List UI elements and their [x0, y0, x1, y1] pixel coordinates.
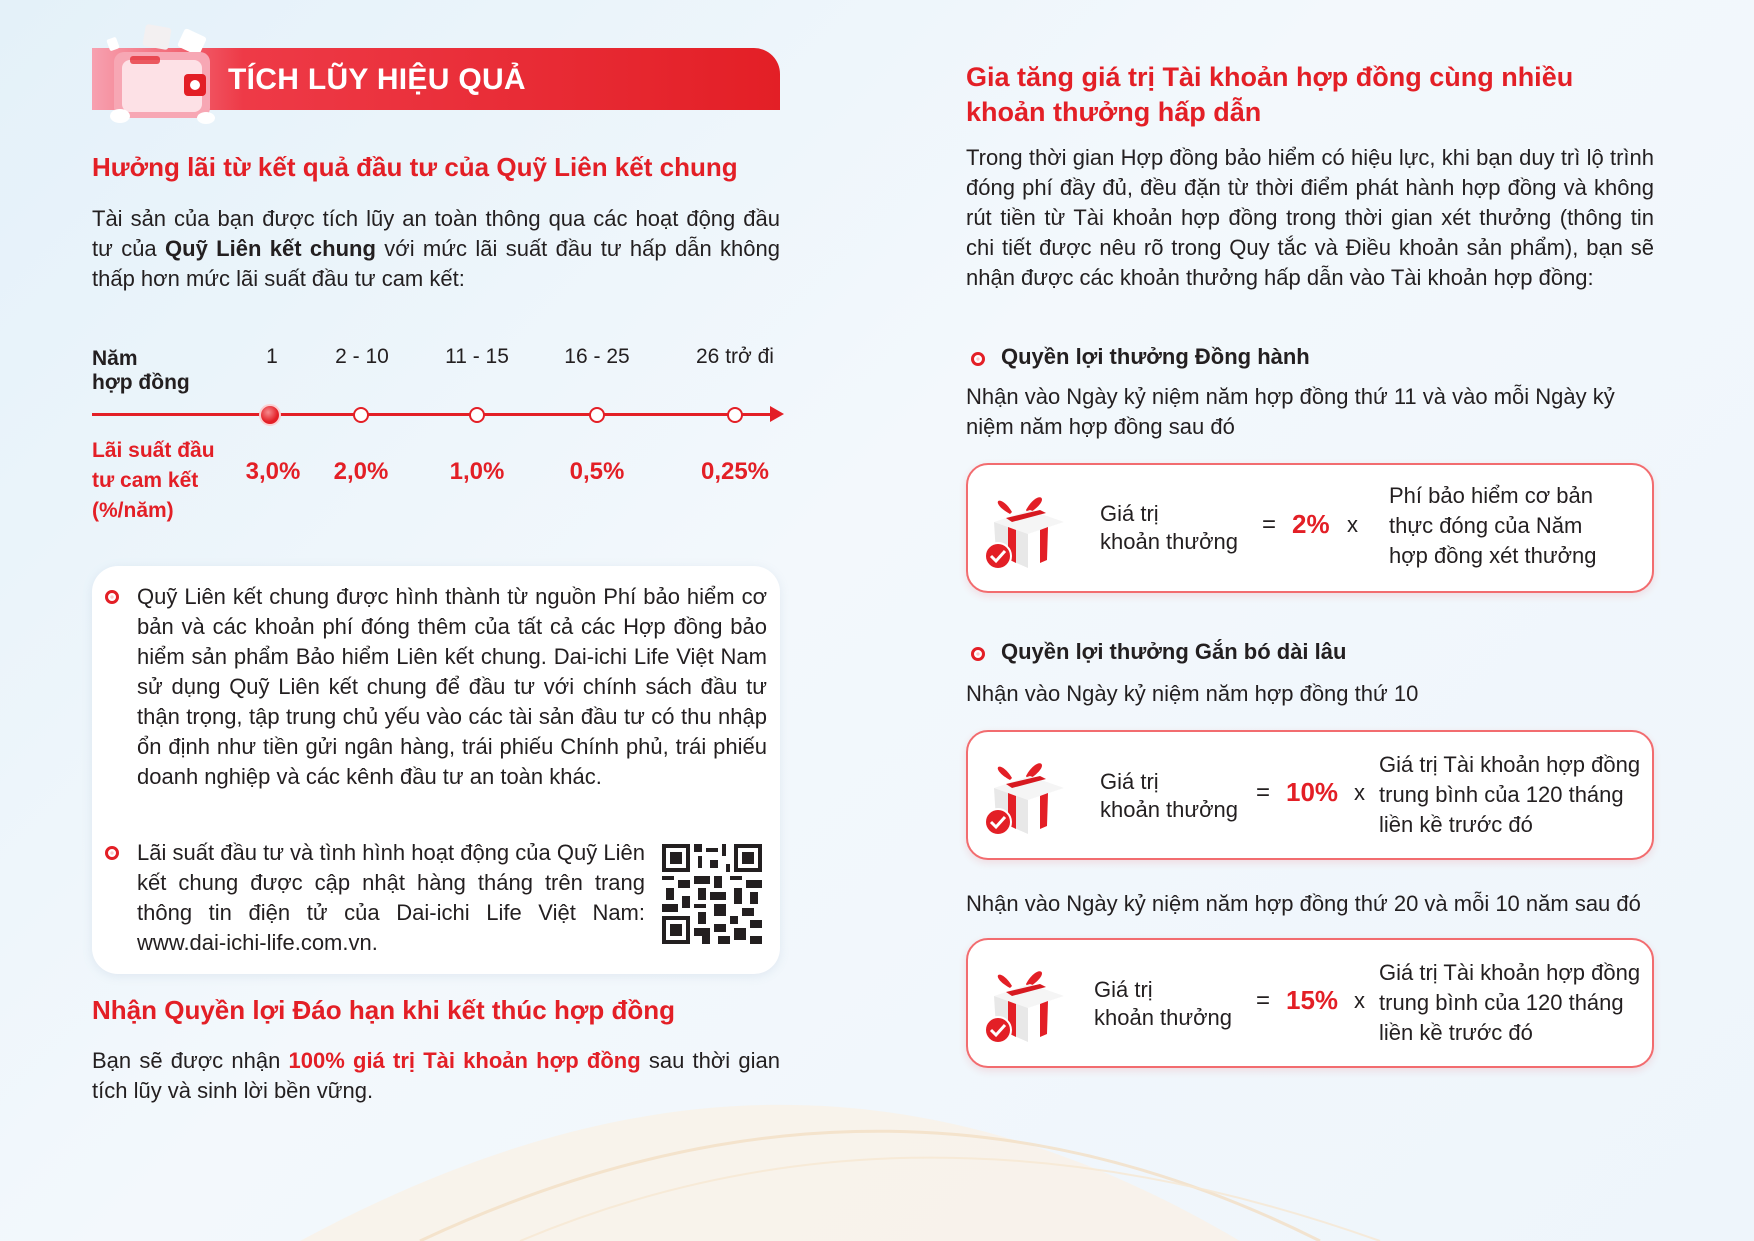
- check-icon: [985, 543, 1011, 569]
- multiply-sign: x: [1354, 780, 1365, 805]
- year-col-1: 1: [266, 345, 278, 368]
- timeline-dot: [469, 407, 485, 423]
- rate-col-4: 0,5%: [569, 458, 625, 485]
- info-bullet-2: Lãi suất đầu tư và tình hình hoạt động của Quỹ Liên kết chung được cập nhật hàng tháng trên trang thông tin điện tử của Dai-ichi Life Việt Nam: www.dai-ichi-life.com.vn.: [137, 840, 645, 955]
- section1-paragraph: Tài sản của bạn được tích lũy an toàn thông qua các hoạt động đầu tư của Quỹ Liên kết chung với mức lãi suất đầu tư hấp dẫn không thấp hơn mức lãi suất đầu tư cam kết:: [92, 206, 780, 291]
- equals-sign: =: [1256, 987, 1271, 1014]
- qr-code-icon: [662, 844, 762, 944]
- sub2-title: Quyền lợi thưởng Gắn bó dài lâu: [1001, 639, 1347, 664]
- gift-icon: [982, 750, 1072, 840]
- year-col-2: 2 - 10: [335, 345, 389, 368]
- multiply-sign: x: [1347, 512, 1358, 537]
- bullet-icon: [105, 590, 119, 604]
- year-col-3: 11 - 15: [445, 345, 509, 368]
- formula-percent-3: 15%: [1286, 985, 1339, 1015]
- sub1-desc: Nhận vào Ngày kỷ niệm năm hợp đồng thứ 11 và vào mỗi Ngày kỷ niệm năm hợp đồng sau đó: [966, 384, 1615, 439]
- formula-base-2: Giá trị Tài khoản hợp đồng trung bình của 120 tháng liền kề trước đó: [1379, 752, 1641, 837]
- wallet-icon: [100, 22, 230, 130]
- timeline-arrow-icon: [770, 406, 784, 422]
- timeline-dot-active: [259, 404, 281, 426]
- section2-title: Nhận Quyền lợi Đáo hạn khi kết thúc hợp đồng: [92, 995, 675, 1025]
- timeline-dot: [589, 407, 605, 423]
- timeline-line: [92, 413, 772, 416]
- fund-name-bold: Quỹ Liên kết chung: [165, 236, 376, 261]
- year-col-4: 16 - 25: [564, 345, 630, 368]
- equals-sign: =: [1256, 779, 1271, 806]
- rate-col-3: 1,0%: [449, 458, 505, 485]
- banner-title: TÍCH LŨY HIỆU QUẢ: [228, 63, 526, 96]
- bullet-icon: [971, 647, 985, 661]
- rate-col-1: 3,0%: [245, 458, 301, 485]
- rate-col-5: 0,25%: [700, 458, 770, 485]
- formula-label: Giá trị khoản thưởng: [1100, 501, 1239, 554]
- formula-base-3: Giá trị Tài khoản hợp đồng trung bình của 120 tháng liền kề trước đó: [1379, 960, 1641, 1045]
- bullet-icon: [105, 846, 119, 860]
- info-bullet-1: Quỹ Liên kết chung được hình thành từ nguồn Phí bảo hiểm cơ bản và các khoản phí đóng thêm của tất cả các Hợp đồng bảo hiểm sản phẩm Bảo hiểm Liên kết chung. Dai-ichi Life Việt Nam sử dụng Quỹ Liên kết chung để đầu tư với chính sách đầu tư thận trọng, tập trung chủ yếu vào các tài sản đầu tư có thu nhập ổn định như tiền gửi ngân hàng, trái phiếu Chính phủ, trái phiếu doanh nghiệp và các kênh đầu tư an toàn khác.: [137, 584, 767, 789]
- right-intro: Trong thời gian Hợp đồng bảo hiểm có hiệu lực, khi bạn duy trì lộ trình đóng phí đầy đủ, đều đặn từ thời điểm phát hành hợp đồng và không rút tiền từ Tài khoản hợp đồng trong thời gian xét thưởng (thông tin chi tiết được nêu rõ trong Quy tắc và Điều khoản sản phẩm), bạn sẽ nhận được các khoản thưởng hấp dẫn vào Tài khoản hợp đồng:: [966, 145, 1654, 290]
- right-title: Gia tăng giá trị Tài khoản hợp đồng cùng nhiều khoản thưởng hấp dẫn: [966, 62, 1574, 127]
- multiply-sign: x: [1354, 988, 1365, 1013]
- year-col-5: 26 trở đi: [696, 345, 774, 368]
- rate-col-2: 2,0%: [333, 458, 389, 485]
- formula-label: Giá trị khoản thưởng: [1100, 769, 1239, 822]
- formula-base-1: Phí bảo hiểm cơ bản thực đóng của Năm hợp đồng xét thưởng: [1389, 483, 1597, 568]
- sub2-desc: Nhận vào Ngày kỷ niệm năm hợp đồng thứ 10: [966, 681, 1419, 706]
- sub2-desc-2: Nhận vào Ngày kỷ niệm năm hợp đồng thứ 20 và mỗi 10 năm sau đó: [966, 891, 1641, 916]
- gift-icon: [982, 484, 1072, 574]
- timeline-dot: [353, 407, 369, 423]
- section1-title: Hưởng lãi từ kết quả đầu tư của Quỹ Liên kết chung: [92, 152, 738, 182]
- gift-icon: [982, 958, 1072, 1048]
- bullet-icon: [971, 352, 985, 366]
- formula-percent-1: 2%: [1292, 509, 1330, 539]
- maturity-highlight: 100% giá trị Tài khoản hợp đồng: [288, 1048, 641, 1073]
- year-label: Năm hợp đồng: [92, 347, 190, 394]
- timeline-dot: [727, 407, 743, 423]
- equals-sign: =: [1262, 511, 1277, 538]
- sub1-title: Quyền lợi thưởng Đồng hành: [1001, 344, 1310, 369]
- formula-label: Giá trị khoản thưởng: [1094, 977, 1233, 1030]
- formula-percent-2: 10%: [1286, 777, 1339, 807]
- section2-paragraph: Bạn sẽ được nhận 100% giá trị Tài khoản hợp đồng sau thời gian tích lũy và sinh lời bền vững.: [92, 1048, 780, 1103]
- rate-label: Lãi suất đầu tư cam kết (%/năm): [92, 439, 215, 522]
